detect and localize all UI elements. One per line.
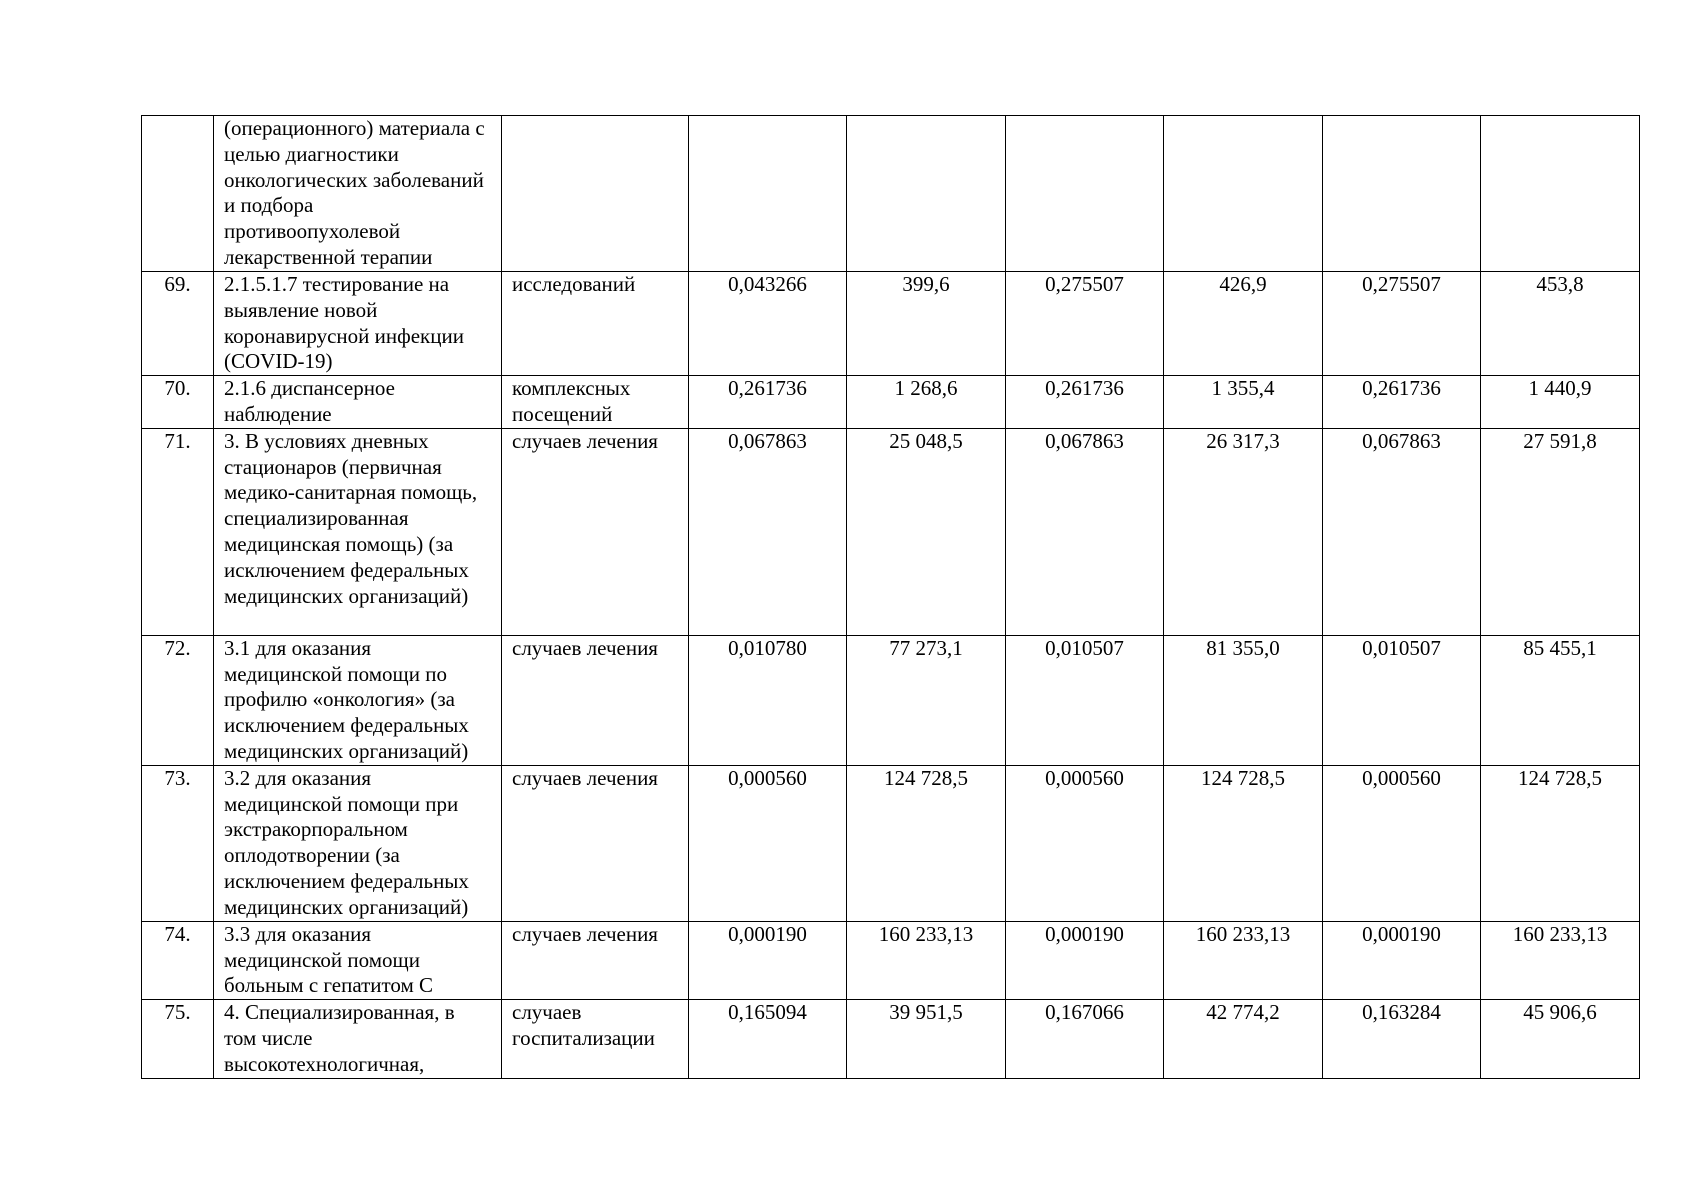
value-cell [1164, 116, 1323, 272]
unit-cell: случаев госпитализации [502, 1000, 689, 1078]
indicator-name: 3.2 для оказания медицинской помощи при экстракорпоральном оплодотворении (за исключением федеральных медицинских организаций) [214, 765, 502, 921]
value-cell: 0,275507 [1006, 272, 1164, 376]
value-cell: 0,010780 [689, 635, 847, 765]
value-cell: 39 951,5 [847, 1000, 1006, 1078]
unit-cell: случаев лечения [502, 921, 689, 999]
value-cell: 0,163284 [1323, 1000, 1481, 1078]
indicator-name: 3. В условиях дневных стационаров (первичная медико-санитарная помощь, специализированная медицинская помощь) (за исключением федеральных медицинских организаций) [214, 428, 502, 635]
value-cell: 0,275507 [1323, 272, 1481, 376]
unit-cell: случаев лечения [502, 765, 689, 921]
value-cell: 27 591,8 [1481, 428, 1640, 635]
value-cell: 0,010507 [1323, 635, 1481, 765]
data-table [141, 115, 1640, 1079]
value-cell: 0,067863 [689, 428, 847, 635]
value-cell: 0,000190 [689, 921, 847, 999]
unit-cell: комплексных посещений [502, 376, 689, 429]
value-cell: 26 317,3 [1164, 428, 1323, 635]
table-row [142, 428, 1640, 635]
row-number: 72. [142, 635, 214, 765]
value-cell [1006, 116, 1164, 272]
value-cell: 124 728,5 [1481, 765, 1640, 921]
table-row [142, 1000, 1640, 1078]
table-row [142, 116, 1640, 272]
value-cell [847, 116, 1006, 272]
row-number: 75. [142, 1000, 214, 1078]
unit-cell: исследований [502, 272, 689, 376]
row-number: 71. [142, 428, 214, 635]
value-cell: 124 728,5 [1164, 765, 1323, 921]
value-cell [689, 116, 847, 272]
value-cell: 42 774,2 [1164, 1000, 1323, 1078]
value-cell: 0,000560 [689, 765, 847, 921]
indicator-name: 2.1.6 диспансерное наблюдение [214, 376, 502, 429]
value-cell: 45 906,6 [1481, 1000, 1640, 1078]
value-cell: 0,261736 [1323, 376, 1481, 429]
unit-cell: случаев лечения [502, 635, 689, 765]
value-cell: 0,167066 [1006, 1000, 1164, 1078]
value-cell: 85 455,1 [1481, 635, 1640, 765]
value-cell: 0,000190 [1006, 921, 1164, 999]
indicator-name: (операционного) материала с целью диагностики онкологических заболеваний и подбора противоопухолевой лекарственной терапии [214, 116, 502, 272]
table-row [142, 272, 1640, 376]
value-cell: 0,000190 [1323, 921, 1481, 999]
value-cell: 160 233,13 [1164, 921, 1323, 999]
unit-cell [502, 116, 689, 272]
value-cell: 1 440,9 [1481, 376, 1640, 429]
value-cell: 160 233,13 [847, 921, 1006, 999]
value-cell: 1 355,4 [1164, 376, 1323, 429]
row-number: 74. [142, 921, 214, 999]
row-number: 73. [142, 765, 214, 921]
value-cell: 0,067863 [1323, 428, 1481, 635]
value-cell: 0,000560 [1006, 765, 1164, 921]
table-row [142, 376, 1640, 429]
value-cell: 426,9 [1164, 272, 1323, 376]
value-cell: 0,067863 [1006, 428, 1164, 635]
value-cell [1323, 116, 1481, 272]
value-cell: 0,165094 [689, 1000, 847, 1078]
value-cell: 1 268,6 [847, 376, 1006, 429]
value-cell: 81 355,0 [1164, 635, 1323, 765]
table-row [142, 921, 1640, 999]
row-number [142, 116, 214, 272]
value-cell: 0,261736 [689, 376, 847, 429]
value-cell: 0,010507 [1006, 635, 1164, 765]
value-cell: 0,261736 [1006, 376, 1164, 429]
indicator-name: 3.1 для оказания медицинской помощи по профилю «онкология» (за исключением федеральных медицинских организаций) [214, 635, 502, 765]
table-row [142, 765, 1640, 921]
value-cell: 160 233,13 [1481, 921, 1640, 999]
value-cell: 399,6 [847, 272, 1006, 376]
table-row [142, 635, 1640, 765]
value-cell: 453,8 [1481, 272, 1640, 376]
indicator-name: 2.1.5.1.7 тестирование на выявление новой коронавирусной инфекции (COVID-19) [214, 272, 502, 376]
value-cell [1481, 116, 1640, 272]
value-cell: 0,000560 [1323, 765, 1481, 921]
value-cell: 25 048,5 [847, 428, 1006, 635]
unit-cell: случаев лечения [502, 428, 689, 635]
row-number: 70. [142, 376, 214, 429]
indicator-name: 3.3 для оказания медицинской помощи больным с гепатитом С [214, 921, 502, 999]
value-cell: 77 273,1 [847, 635, 1006, 765]
row-number: 69. [142, 272, 214, 376]
indicator-name: 4. Специализированная, в том числе высокотехнологичная, [214, 1000, 502, 1078]
value-cell: 0,043266 [689, 272, 847, 376]
value-cell: 124 728,5 [847, 765, 1006, 921]
